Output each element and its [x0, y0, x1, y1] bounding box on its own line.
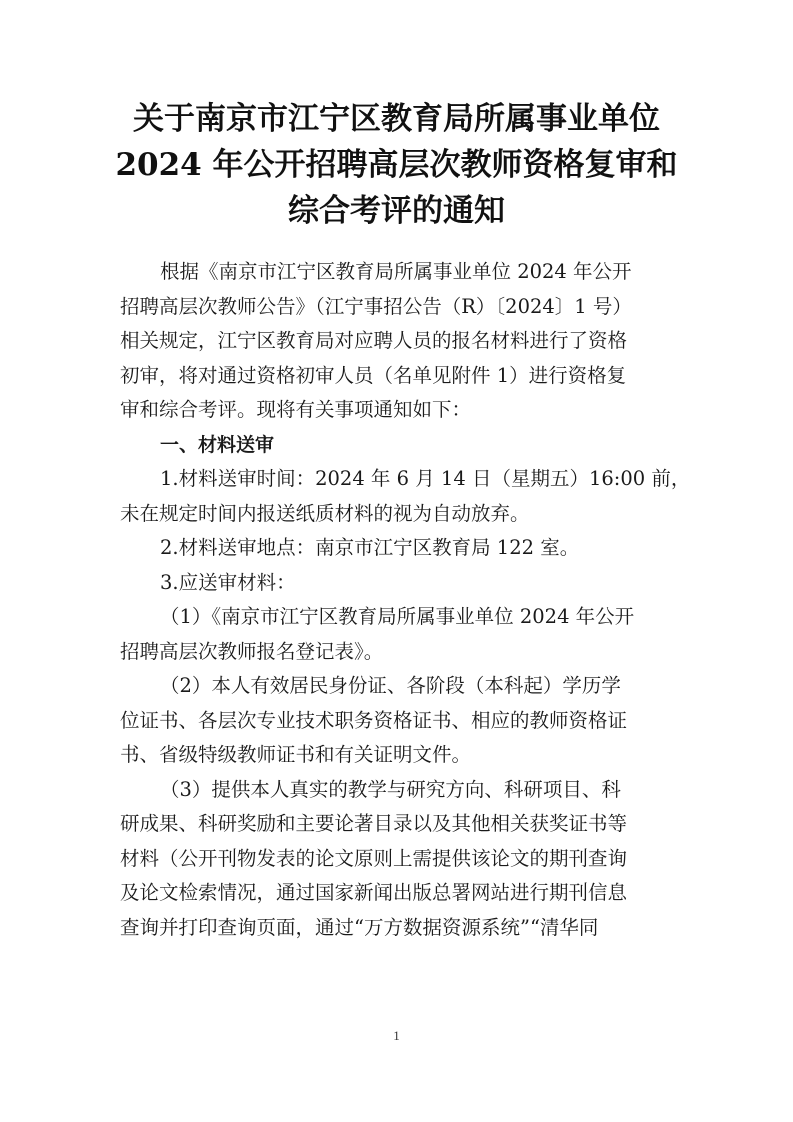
intro-paragraph-line: 初审，将对通过资格初审人员（名单见附件 1）进行资格复: [120, 363, 627, 387]
subitem-3-line: 查询并打印查询页面，通过“万方数据资源系统”“清华同: [120, 915, 599, 939]
document-body: [120, 255, 691, 945]
title-line: 关于南京市江宁区教育局所属事业单位: [133, 101, 660, 137]
subitem-3-line: 材料（公开刊物发表的论文原则上需提供该论文的期刊查询: [120, 846, 628, 870]
page-number: 1: [393, 1028, 400, 1043]
title-line: 2024 年公开招聘高层次教师资格复审和: [115, 147, 678, 183]
subitem-2-line: 位证书、各层次专业技术职务资格证书、相应的教师资格证: [120, 708, 628, 732]
section-heading: 一、材料送审: [160, 433, 275, 456]
subitem-2-line: 书、省级特级教师证书和有关证明文件。: [120, 743, 472, 766]
subitem-3-line: 及论文检索情况，通过国家新闻出版总署网站进行期刊信息: [120, 881, 628, 904]
intro-paragraph-line: 审和综合考评。现将有关事项通知如下：: [120, 398, 472, 421]
item-3: 3.应送审材料：: [160, 570, 296, 594]
intro-paragraph-line: 相关规定，江宁区教育局对应聘人员的报名材料进行了资格: [120, 329, 628, 352]
subitem-2-line: （2）本人有效居民身份证、各阶段（本科起）学历学: [160, 674, 621, 697]
document-title: [90, 96, 703, 234]
intro-paragraph-line: 根据《南京市江宁区教育局所属事业单位 2024 年公开: [160, 260, 632, 283]
title-line: 综合考评的通知: [288, 193, 505, 229]
item-2: 2.材料送审地点：南京市江宁区教育局 122 室。: [160, 536, 580, 559]
subitem-3-line: 研成果、科研奖励和主要论著目录以及其他相关获奖证书等: [120, 812, 628, 835]
subitem-3-line: （3）提供本人真实的教学与研究方向、科研项目、科: [160, 777, 621, 801]
item-1-line: 1.材料送审时间：2024 年 6 月 14 日（星期五）16:00 前，: [160, 467, 691, 490]
intro-paragraph-line: 招聘高层次教师公告》（江宁事招公告（R）〔2024〕1 号）: [120, 294, 632, 318]
subitem-1-line: 招聘高层次教师报名登记表》。: [120, 639, 384, 663]
subitem-1-line: （1）《南京市江宁区教育局所属事业单位 2024 年公开: [160, 605, 635, 628]
item-1-line: 未在规定时间内报送纸质材料的视为自动放弃。: [120, 501, 530, 525]
